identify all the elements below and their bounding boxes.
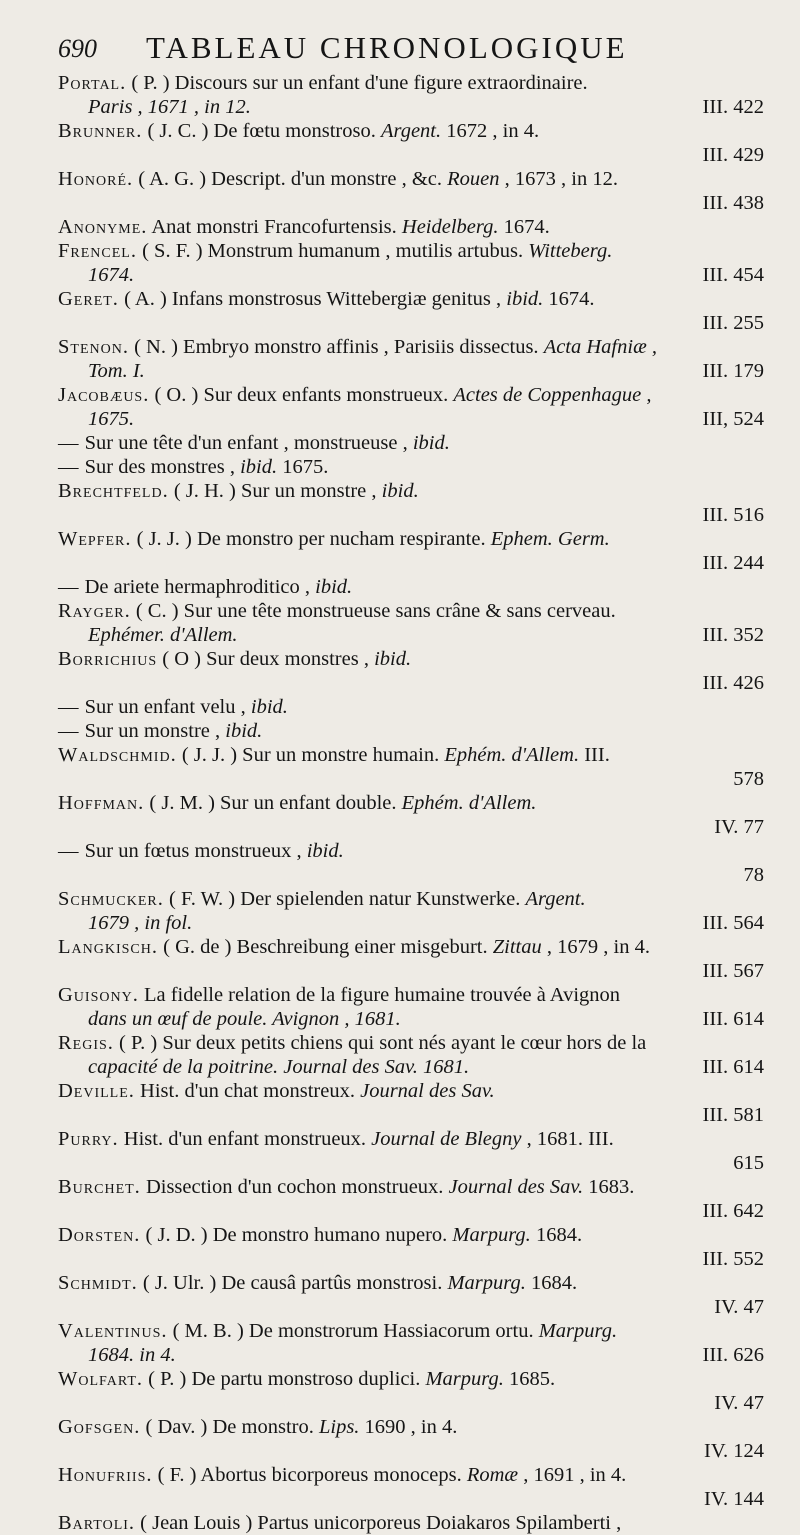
bibliography-entry: [58, 215, 764, 239]
volume-reference: III. 552: [702, 1248, 764, 1270]
bibliography-entry: [58, 695, 764, 719]
volume-reference: 615: [733, 1152, 764, 1174]
bibliography-entry: [58, 1511, 764, 1535]
entry-continuation: [58, 623, 764, 647]
author-name: Gofsgen.: [58, 1416, 141, 1438]
entry-line: [58, 887, 764, 911]
entry-text: Anat monstri Francofurtensis.: [147, 216, 397, 238]
volume-reference: III. 626: [702, 1344, 764, 1366]
entry-line: [58, 215, 764, 239]
author-name: —: [58, 840, 80, 862]
page-header: [58, 30, 758, 70]
author-name: —: [58, 696, 80, 718]
volume-reference: III. 244: [702, 552, 764, 574]
entry-text: De ariete hermaphroditico ,: [79, 576, 311, 598]
bibliography-entry: [58, 1031, 764, 1079]
bibliography-entry: [58, 719, 764, 743]
entry-text: Sur un fœtus monstrueux ,: [79, 840, 302, 862]
volume-reference: III. 179: [702, 360, 764, 382]
source-title: Rouen: [447, 168, 500, 190]
entry-text: ( J. D. ) De monstro humano nupero.: [140, 1224, 448, 1246]
bibliography-entry: [58, 1223, 764, 1271]
entry-tail: 1690 , in 4.: [359, 1416, 458, 1438]
entry-text: La fidelle relation de la figure humaine trouvée à Avignon: [138, 984, 621, 1006]
entry-tail: 1683.: [583, 1176, 635, 1198]
entry-line: [58, 1511, 764, 1535]
volume-reference: III. 454: [702, 264, 764, 286]
entry-text: ( A. G. ) Descript. d'un monstre , &c.: [133, 168, 443, 190]
entry-text: ( J. H. ) Sur un monstre ,: [168, 480, 377, 502]
page-number: 690: [58, 34, 97, 63]
reference-line: [58, 959, 764, 983]
continuation-text: capacité de la poitrine. Journal des Sav. 1681.: [88, 1056, 470, 1078]
volume-reference: III. 426: [702, 672, 764, 694]
source-title: Ephém. d'Allem.: [401, 792, 537, 814]
entry-text: Hist. d'un chat monstreux.: [134, 1080, 355, 1102]
author-name: Valentinus.: [58, 1320, 168, 1342]
author-name: —: [58, 720, 80, 742]
bibliography-entry: [58, 983, 764, 1031]
reference-line: [58, 1151, 764, 1175]
author-name: Purry.: [58, 1128, 119, 1150]
volume-reference: IV. 47: [714, 1296, 764, 1318]
continuation-text: 1679 , in fol.: [88, 912, 193, 934]
author-name: Guisony.: [58, 984, 139, 1006]
entry-text: ( F. ) Abortus bicorporeus monoceps.: [152, 1464, 462, 1486]
entry-text: Sur une tête d'un enfant , monstrueuse ,: [79, 432, 408, 454]
author-name: Wepfer.: [58, 528, 132, 550]
source-title: Marpurg.: [447, 1272, 526, 1294]
entry-text: Hist. d'un enfant monstrueux.: [118, 1128, 367, 1150]
author-name: Waldschmid.: [58, 744, 177, 766]
bibliography-entry: [58, 1271, 764, 1319]
bibliography-entry: [58, 119, 764, 167]
volume-reference: III. 614: [702, 1056, 764, 1078]
volume-reference: IV. 77: [714, 816, 764, 838]
source-title: Argent.: [525, 888, 586, 910]
author-name: Langkisch.: [58, 936, 158, 958]
bibliography-entry: [58, 599, 764, 647]
entry-line: [58, 455, 764, 479]
bibliography-entry: [58, 479, 764, 527]
entry-continuation: [58, 263, 764, 287]
reference-line: [58, 1487, 764, 1511]
volume-reference: III. 438: [702, 192, 764, 214]
entry-text: ( J. J. ) De monstro per nucham respirante.: [131, 528, 486, 550]
entry-text: ( P. ) Discours sur un enfant d'une figure extraordinaire.: [126, 72, 588, 94]
entry-line: [58, 719, 764, 743]
reference-line: [58, 671, 764, 695]
volume-reference: 78: [743, 864, 764, 886]
continuation-text: Tom. I.: [88, 360, 145, 382]
entry-line: [58, 1079, 764, 1103]
source-title: ibid.: [240, 456, 278, 478]
source-title: ibid.: [315, 576, 353, 598]
continuation-text: 1684. in 4.: [88, 1344, 176, 1366]
volume-reference: III. 581: [702, 1104, 764, 1126]
author-name: Stenon.: [58, 336, 129, 358]
entry-text: ( Jean Louis ) Partus unicorporeus Doiakaros Spilamberti ,: [135, 1512, 622, 1534]
source-title: ibid.: [306, 840, 344, 862]
entry-text: Sur un monstre ,: [79, 720, 221, 742]
volume-reference: 578: [733, 768, 764, 790]
entry-text: Dissection d'un cochon monstrueux.: [140, 1176, 444, 1198]
source-title: ibid.: [374, 648, 412, 670]
source-title: Journal des Sav.: [448, 1176, 584, 1198]
bibliography-entry: [58, 575, 764, 599]
author-name: Wolfart.: [58, 1368, 144, 1390]
entry-text: ( O. ) Sur deux enfants monstrueux.: [149, 384, 449, 406]
entry-continuation: [58, 911, 764, 935]
bibliography-entry: [58, 935, 764, 983]
bibliography-entry: [58, 71, 764, 119]
author-name: Portal.: [58, 72, 127, 94]
entry-line: [58, 1175, 764, 1199]
reference-line: [58, 551, 764, 575]
volume-reference: IV. 124: [704, 1440, 764, 1462]
entry-continuation: [58, 1343, 764, 1367]
entry-line: [58, 287, 764, 311]
entry-line: [58, 1367, 764, 1391]
entry-line: [58, 791, 764, 815]
reference-line: [58, 1439, 764, 1463]
entry-tail: , 1679 , in 4.: [541, 936, 650, 958]
chronological-entries: [58, 71, 764, 1535]
volume-reference: IV. 144: [704, 1488, 764, 1510]
entry-continuation: [58, 1055, 764, 1079]
entry-line: [58, 1271, 764, 1295]
entry-text: ( Dav. ) De monstro.: [140, 1416, 314, 1438]
source-title: Romæ: [466, 1464, 519, 1486]
entry-text: Sur un enfant velu ,: [79, 696, 246, 718]
source-title: Journal des Sav.: [360, 1080, 495, 1102]
reference-line: [58, 1391, 764, 1415]
entry-line: [58, 167, 764, 191]
reference-line: [58, 1103, 764, 1127]
bibliography-entry: [58, 1367, 764, 1415]
author-name: Schmidt.: [58, 1272, 138, 1294]
source-title: ibid.: [506, 288, 544, 310]
continuation-text: dans un œuf de poule. Avignon , 1681.: [88, 1008, 401, 1030]
bibliography-entry: [58, 335, 764, 383]
source-title: Heidelberg.: [401, 216, 499, 238]
entry-text: ( S. F. ) Monstrum humanum , mutilis artubus.: [136, 240, 524, 262]
entry-line: [58, 575, 764, 599]
continuation-text: Ephémer. d'Allem.: [88, 624, 238, 646]
source-title: ibid.: [412, 432, 450, 454]
bibliography-entry: [58, 431, 764, 455]
author-name: —: [58, 456, 80, 478]
entry-text: Sur des monstres ,: [79, 456, 235, 478]
continuation-text: 1674.: [88, 264, 135, 286]
entry-line: [58, 743, 764, 767]
author-name: Hoffman.: [58, 792, 145, 814]
entry-text: ( P. ) Sur deux petits chiens qui sont nés ayant le cœur hors de la: [113, 1032, 647, 1054]
source-title: ibid.: [250, 696, 288, 718]
entry-tail: 1674.: [498, 216, 550, 238]
reference-line: [58, 143, 764, 167]
bibliography-entry: [58, 455, 764, 479]
bibliography-entry: [58, 527, 764, 575]
author-name: Jacobæus.: [58, 384, 150, 406]
bibliography-entry: [58, 1415, 764, 1463]
entry-line: [58, 983, 764, 1007]
entry-continuation: [58, 1007, 764, 1031]
bibliography-entry: [58, 1127, 764, 1175]
author-name: Anonyme.: [58, 216, 148, 238]
entry-tail: III.: [579, 744, 610, 766]
entry-tail: 1685.: [503, 1368, 556, 1390]
entry-line: [58, 599, 764, 623]
reference-line: [58, 1247, 764, 1271]
source-title: ibid.: [381, 480, 419, 502]
entry-line: [58, 527, 764, 551]
author-name: Brechtfeld.: [58, 480, 169, 502]
entry-tail: 1674.: [543, 288, 595, 310]
entry-tail: 1684.: [530, 1224, 583, 1246]
volume-reference: III. 352: [702, 624, 764, 646]
entry-tail: , 1681. III.: [521, 1128, 614, 1150]
bibliography-entry: [58, 887, 764, 935]
entry-line: [58, 839, 764, 863]
bibliography-entry: [58, 1079, 764, 1127]
source-title: Zittau: [492, 936, 542, 958]
source-title: Marpurg.: [425, 1368, 504, 1390]
entry-tail: , 1691 , in 4.: [518, 1464, 627, 1486]
source-title: Marpurg.: [538, 1320, 618, 1342]
entry-text: ( F. W. ) Der spielenden natur Kunstwerke.: [163, 888, 521, 910]
bibliography-entry: [58, 647, 764, 695]
entry-line: [58, 1319, 764, 1343]
entry-text: ( J. M. ) Sur un enfant double.: [144, 792, 397, 814]
volume-reference: III, 524: [702, 408, 764, 430]
reference-line: [58, 767, 764, 791]
reference-line: [58, 863, 764, 887]
entry-text: ( G. de ) Beschreibung einer misgeburt.: [158, 936, 488, 958]
reference-line: [58, 191, 764, 215]
author-name: —: [58, 576, 80, 598]
source-title: Witteberg.: [528, 240, 613, 262]
entry-continuation: [58, 407, 764, 431]
author-name: Honufriis.: [58, 1464, 153, 1486]
entry-line: [58, 431, 764, 455]
author-name: —: [58, 432, 80, 454]
volume-reference: IV. 47: [714, 1392, 764, 1414]
source-title: Actes de Coppenhague ,: [453, 384, 652, 406]
bibliography-entry: [58, 791, 764, 839]
author-name: Brunner.: [58, 120, 143, 142]
bibliography-entry: [58, 839, 764, 887]
entry-line: [58, 1223, 764, 1247]
reference-line: [58, 1199, 764, 1223]
entry-text: ( J. Ulr. ) De causâ partûs monstrosi.: [137, 1272, 443, 1294]
bibliography-entry: [58, 239, 764, 287]
entry-text: ( J. C. ) De fœtu monstroso.: [142, 120, 376, 142]
entry-tail: , 1673 , in 12.: [499, 168, 618, 190]
continuation-text: Paris , 1671 , in 12.: [88, 96, 251, 118]
source-title: ibid.: [225, 720, 263, 742]
volume-reference: III. 422: [702, 96, 764, 118]
source-title: Lips.: [318, 1416, 360, 1438]
source-title: Acta Hafniæ ,: [543, 336, 657, 358]
entry-tail: 1672 , in 4.: [441, 120, 540, 142]
author-name: Dorsten.: [58, 1224, 141, 1246]
reference-line: [58, 815, 764, 839]
volume-reference: III. 614: [702, 1008, 764, 1030]
reference-line: [58, 1295, 764, 1319]
author-name: Regis.: [58, 1032, 114, 1054]
volume-reference: III. 516: [702, 504, 764, 526]
bibliography-entry: [58, 383, 764, 431]
volume-reference: III. 567: [702, 960, 764, 982]
volume-reference: III. 255: [702, 312, 764, 334]
author-name: Bartoli.: [58, 1512, 136, 1534]
source-title: Marpurg.: [452, 1224, 531, 1246]
author-name: Frencel.: [58, 240, 137, 262]
author-name: Schmucker.: [58, 888, 164, 910]
reference-line: [58, 311, 764, 335]
entry-text: ( J. J. ) Sur un monstre humain.: [176, 744, 440, 766]
volume-reference: III. 564: [702, 912, 764, 934]
entry-line: [58, 695, 764, 719]
entry-tail: 1675.: [277, 456, 329, 478]
bibliography-entry: [58, 1319, 764, 1367]
running-title: TABLEAU CHRONOLOGIQUE: [146, 30, 628, 65]
volume-reference: III. 429: [702, 144, 764, 166]
continuation-text: 1675.: [88, 408, 135, 430]
entry-text: ( M. B. ) De monstrorum Hassiacorum ortu.: [167, 1320, 534, 1342]
source-title: Argent.: [380, 120, 442, 142]
entry-line: [58, 1031, 764, 1055]
entry-text: ( P. ) De partu monstroso duplici.: [143, 1368, 421, 1390]
reference-line: [58, 503, 764, 527]
entry-line: [58, 239, 764, 263]
entry-line: [58, 1415, 764, 1439]
entry-line: [58, 1463, 764, 1487]
author-name: Honoré.: [58, 168, 134, 190]
entry-tail: 1684.: [525, 1272, 578, 1294]
bibliography-entry: [58, 167, 764, 215]
author-name: Burchet.: [58, 1176, 141, 1198]
entry-line: [58, 479, 764, 503]
author-name: Rayger.: [58, 600, 131, 622]
source-title: Ephem. Germ.: [490, 528, 610, 550]
entry-text: ( A. ) Infans monstrosus Wittebergiæ genitus ,: [118, 288, 502, 310]
entry-continuation: [58, 359, 764, 383]
entry-text: ( N. ) Embryo monstro affinis , Parisiis dissectus.: [128, 336, 539, 358]
bibliography-entry: [58, 743, 764, 791]
source-title: Ephém. d'Allem.: [444, 744, 580, 766]
entry-text: ( O ) Sur deux monstres ,: [157, 648, 369, 670]
entry-line: [58, 335, 764, 359]
volume-reference: III. 642: [702, 1200, 764, 1222]
bibliography-entry: [58, 1463, 764, 1511]
entry-line: [58, 119, 764, 143]
source-title: Journal de Blegny: [371, 1128, 522, 1150]
bibliography-entry: [58, 287, 764, 335]
entry-continuation: [58, 95, 764, 119]
entry-line: [58, 935, 764, 959]
entry-line: [58, 71, 764, 95]
entry-line: [58, 383, 764, 407]
author-name: Borrichius: [58, 648, 158, 670]
entry-text: ( C. ) Sur une tête monstrueuse sans crâne & sans cerveau.: [130, 600, 616, 622]
author-name: Deville.: [58, 1080, 135, 1102]
bibliography-entry: [58, 1175, 764, 1223]
author-name: Geret.: [58, 288, 119, 310]
entry-line: [58, 1127, 764, 1151]
entry-line: [58, 647, 764, 671]
